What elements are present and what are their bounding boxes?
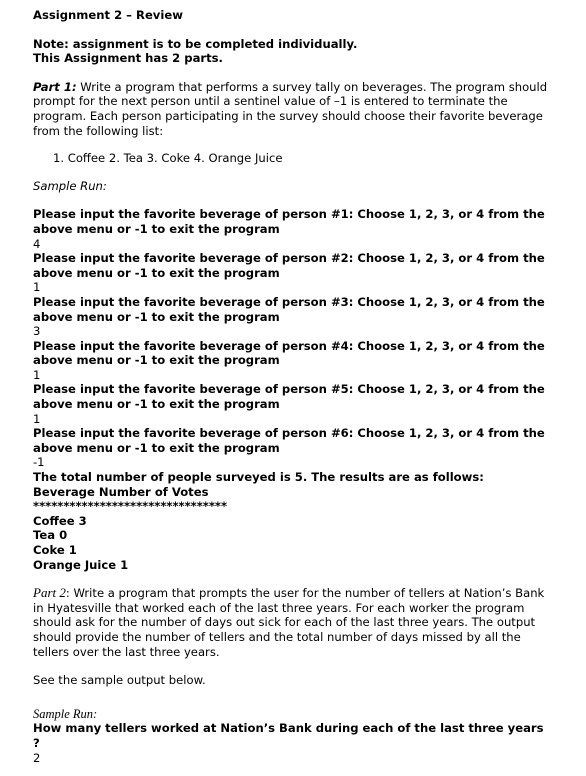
beverage-list [33, 151, 552, 166]
document-title: Assignment 2 – Review [33, 8, 183, 22]
results-row: Coke 1 [33, 543, 77, 557]
part1-text: Write a program that performs a survey tally on beverages. The program should prompt for the next person until a sentinel value of –1 is entered to terminate the program. Each person participating in the survey should choose their favorite beverage from the following list: [33, 79, 548, 138]
part2-label: Part 2 [33, 585, 66, 601]
sample-run-label: Sample Run: [33, 178, 107, 193]
results-row: Orange Juice 1 [33, 557, 129, 572]
note-block [33, 37, 552, 66]
run2-prompt: How many tellers worked at Nation’s Bank during each of the last three years ? [33, 721, 544, 750]
run-prompt: Please input the favorite beverage of person #5: Choose 1, 2, 3, or 4 from the above menu or -1 to exit the program [33, 382, 545, 412]
run-prompt: Please input the favorite beverage of person #3: Choose 1, 2, 3, or 4 from the above menu or -1 to exit the program [33, 294, 545, 324]
results-separator: ******************************** [33, 499, 228, 514]
sample-run-output [33, 207, 552, 572]
part2-paragraph [33, 586, 552, 659]
run-response: 4 [33, 236, 41, 251]
note-line: Note: assignment is to be completed individually. [33, 36, 358, 51]
run-prompt: Please input the favorite beverage of person #6: Choose 1, 2, 3, or 4 from the above menu or -1 to exit the program [33, 426, 545, 455]
run-response: 1 [33, 367, 41, 382]
run2-response: 2 [33, 750, 41, 765]
part1-paragraph [33, 80, 552, 138]
results-header: Beverage Number of Votes [33, 484, 209, 499]
note-line: This Assignment has 2 parts. [33, 51, 223, 66]
run-prompt: Please input the favorite beverage of person #1: Choose 1, 2, 3, or 4 from the above menu or -1 to exit the program [33, 207, 545, 236]
sample-run2-label: Sample Run: [33, 706, 98, 721]
run-response: 1 [33, 280, 41, 295]
part2-text: : Write a program that prompts the user for the number of tellers at Nation’s Bank in Hyatesville that worked each of the last three years. For each worker the program should ask for the number of days out sick for each of the last three years. The output should provide the number of tellers and the total number of days missed by all the tellers over the last three years. [33, 586, 545, 659]
run-response: 3 [33, 324, 41, 339]
run-prompt: Please input the favorite beverage of person #2: Choose 1, 2, 3, or 4 from the above menu or -1 to exit the program [33, 251, 545, 280]
run-response: 1 [33, 411, 41, 426]
results-summary: The total number of people surveyed is 5. The results are as follows: [33, 470, 484, 485]
run-prompt: Please input the favorite beverage of person #4: Choose 1, 2, 3, or 4 from the above menu or -1 to exit the program [33, 338, 545, 368]
run-response: -1 [33, 455, 45, 470]
part1-label: Part 1: [33, 79, 77, 94]
list-item: 1. Coffee 2. Tea 3. Coke 4. Orange Juice [53, 151, 283, 166]
results-row: Tea 0 [33, 528, 68, 543]
results-row: Coffee 3 [33, 513, 87, 528]
see-sample-text: See the sample output below. [33, 673, 206, 688]
